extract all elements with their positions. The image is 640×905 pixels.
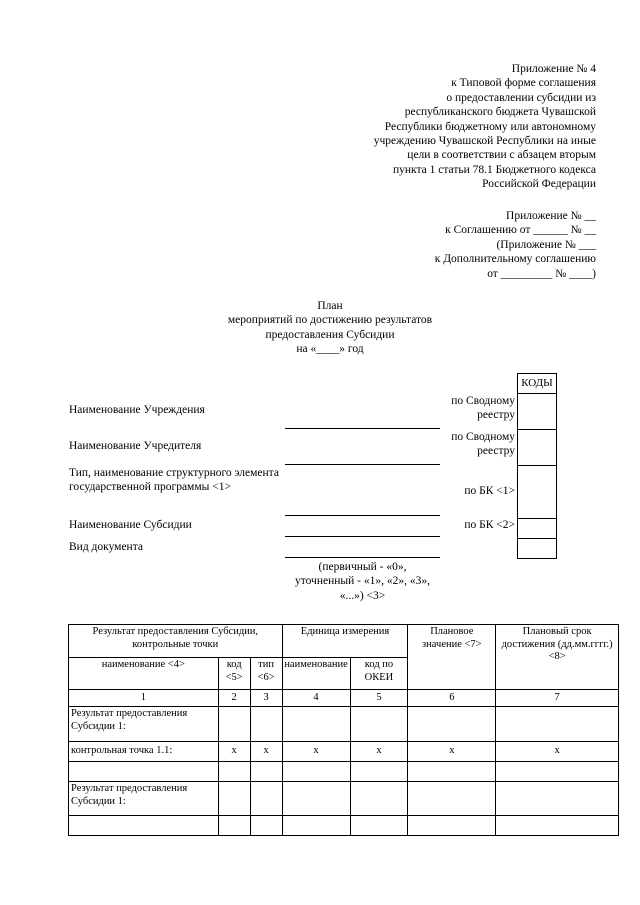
header-okei: код по ОКЕИ (350, 658, 408, 690)
title-line: на «____» год (296, 343, 364, 356)
code-label-bk-1: по БК <1> (464, 485, 515, 497)
appendix-line: цели в соответствии с абзацем вторым (407, 149, 596, 162)
agreement-line: к Соглашению от ______ № __ (445, 224, 596, 237)
plan-table (68, 624, 619, 836)
table-cell[interactable] (496, 782, 619, 816)
table-cell[interactable] (408, 707, 496, 742)
label-subsidy: Наименование Субсидии (69, 519, 192, 531)
header-unit-name: наименование (282, 658, 350, 690)
header-unit: Единица измерения (282, 625, 408, 658)
table-cell[interactable]: x (496, 742, 619, 762)
column-number: 6 (408, 690, 496, 707)
column-numbers-row (69, 690, 619, 707)
appendix-line: Российской Федерации (482, 178, 596, 190)
table-cell[interactable] (282, 782, 350, 816)
column-number: 3 (250, 690, 282, 707)
title-line: План (317, 300, 343, 312)
table-cell[interactable]: x (350, 742, 408, 762)
code-cell-doc-type (518, 539, 557, 559)
subsidy-fill-line[interactable] (285, 536, 440, 537)
label-doc-type: Вид документа (69, 541, 143, 553)
codes-box (517, 373, 557, 559)
table-cell[interactable] (350, 762, 408, 782)
agreement-line: Приложение № __ (506, 210, 596, 222)
row-label: Результат предоставления Субсидии 1: (69, 707, 219, 742)
table-cell[interactable]: x (282, 742, 350, 762)
table-row (69, 762, 619, 782)
header-name: наименование <4> (69, 658, 219, 690)
table-cell[interactable] (282, 707, 350, 742)
table-cell[interactable] (408, 762, 496, 782)
doc-type-fill-line[interactable] (285, 557, 440, 558)
table-row (69, 742, 619, 762)
table-cell[interactable] (282, 816, 350, 836)
table-cell[interactable] (496, 762, 619, 782)
table-cell[interactable] (408, 816, 496, 836)
header-row-1 (69, 625, 619, 658)
table-row (69, 782, 619, 816)
code-cell-registry-2 (518, 430, 557, 466)
row-label: контрольная точка 1.1: (69, 742, 219, 762)
doc-type-note-line: «...») <3> (339, 589, 386, 602)
column-number: 2 (218, 690, 250, 707)
row-label (69, 762, 219, 782)
table-cell[interactable] (218, 762, 250, 782)
program-element-fill-line[interactable] (285, 515, 440, 516)
column-number: 1 (69, 690, 219, 707)
appendix-header (374, 62, 596, 191)
table-cell[interactable] (250, 707, 282, 742)
doc-type-note-line: уточненный - «1», «2», «3», (294, 575, 430, 588)
header-planned-value: Плановое значение <7> (408, 625, 496, 690)
table-cell[interactable] (218, 816, 250, 836)
label-program-element: Тип, наименование структурного элемента государственной программы <1> (69, 467, 279, 494)
table-cell[interactable] (250, 762, 282, 782)
agreement-reference (435, 209, 596, 281)
code-cell-bk-1 (518, 466, 557, 519)
row-label: Результат предоставления Субсидии 1: (69, 782, 219, 816)
column-number: 4 (282, 690, 350, 707)
header-type: тип <6> (250, 658, 282, 690)
title-line: предоставления Субсидии (265, 328, 395, 341)
code-label-registry-2: по Сводному реестру (451, 431, 515, 458)
header-result: Результат предоставления Субсидии, контрольные точки (69, 625, 283, 658)
column-number: 5 (350, 690, 408, 707)
appendix-line: Республики бюджетному или автономному (384, 120, 596, 133)
column-number: 7 (496, 690, 619, 707)
table-cell[interactable]: x (218, 742, 250, 762)
document-title (180, 299, 480, 357)
table-cell[interactable] (496, 816, 619, 836)
table-cell[interactable] (496, 707, 619, 742)
header-code: код <5> (218, 658, 250, 690)
table-row (69, 816, 619, 836)
table-cell[interactable]: x (250, 742, 282, 762)
table-cell[interactable] (282, 762, 350, 782)
code-label-registry-1: по Сводному реестру (451, 395, 515, 422)
table-cell[interactable] (350, 816, 408, 836)
row-label (69, 816, 219, 836)
appendix-line: республиканского бюджета Чувашской (404, 106, 596, 119)
table-cell[interactable] (218, 782, 250, 816)
appendix-line: Приложение № 4 (511, 63, 596, 75)
doc-type-note-line: (первичный - «0», (318, 561, 407, 573)
appendix-line: пункта 1 статьи 78.1 Бюджетного кодекса (392, 163, 596, 176)
code-label-bk-2: по БК <2> (464, 519, 515, 531)
agreement-line: к Дополнительному соглашению (434, 253, 596, 266)
table-cell[interactable] (350, 707, 408, 742)
appendix-line: о предоставлении субсидии из (446, 91, 596, 104)
codes-header: КОДЫ (518, 374, 557, 394)
table-cell[interactable]: x (408, 742, 496, 762)
table-cell[interactable] (218, 707, 250, 742)
code-cell-bk-2 (518, 519, 557, 539)
label-founder: Наименование Учредителя (69, 440, 202, 452)
agreement-line: (Приложение № ___ (496, 238, 596, 251)
appendix-line: к Типовой форме соглашения (451, 77, 596, 90)
table-cell[interactable] (250, 816, 282, 836)
doc-type-note (270, 560, 455, 603)
appendix-line: учреждению Чувашской Республики на иные (373, 134, 596, 147)
code-cell-registry-1 (518, 394, 557, 430)
founder-fill-line[interactable] (285, 464, 440, 465)
label-institution: Наименование Учреждения (69, 404, 205, 416)
table-cell[interactable] (408, 782, 496, 816)
institution-fill-line[interactable] (285, 428, 440, 429)
table-cell[interactable] (250, 782, 282, 816)
table-row (69, 707, 619, 742)
table-cell[interactable] (350, 782, 408, 816)
title-line: мероприятий по достижению результатов (227, 314, 433, 327)
header-planned-deadline: Плановый срок достижения (дд.мм.гггг.) <8> (496, 625, 619, 690)
agreement-line: от _________ № ____) (487, 267, 596, 280)
